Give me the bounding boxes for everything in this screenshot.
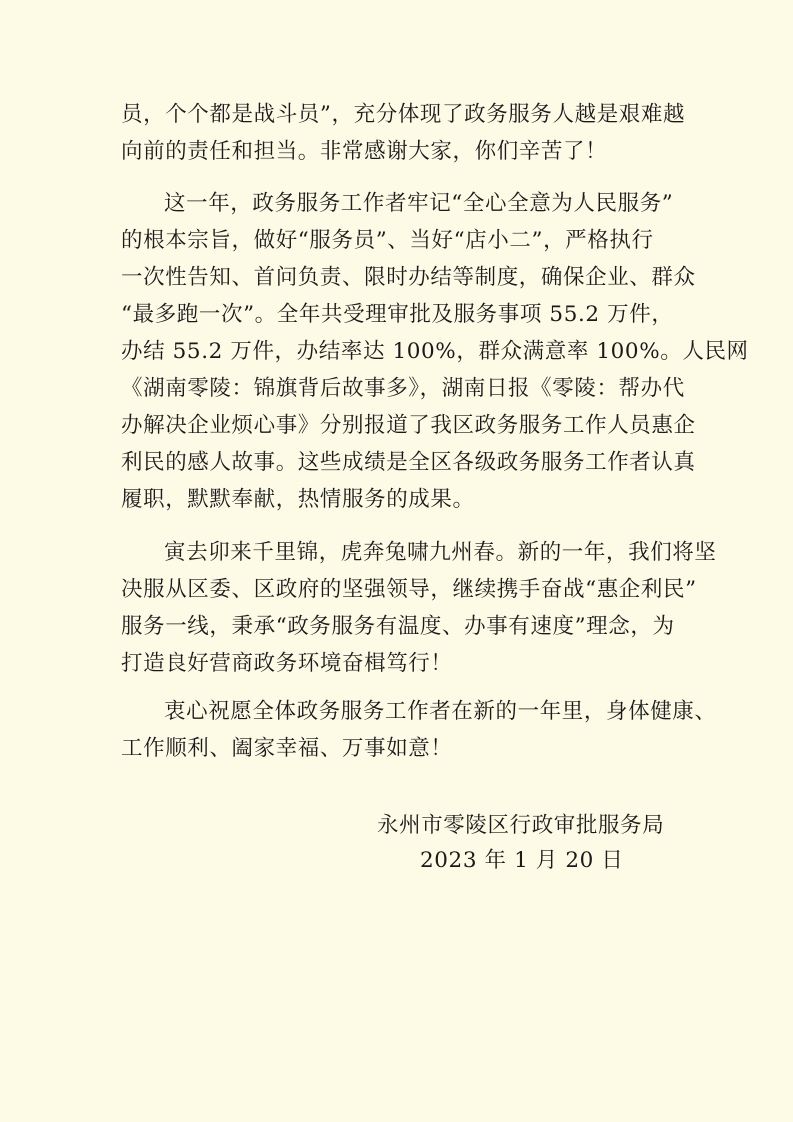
text-line: 这一年，政务服务工作者牢记“全心全意为人民服务” [164,191,674,216]
text-line: 《湖南零陵：锦旗背后故事多》，湖南日报《零陵：帮办代 [121,376,685,401]
paragraph-achievements [121,185,749,518]
text-line: 衷心祝愿全体政务服务工作者在新的一年里，身体健康、 [164,699,717,724]
text-line: 寅去卯来千里锦，虎奔兔啸九州春。新的一年，我们将坚 [164,540,717,565]
signature-organization: 永州市零陵区行政审批服务局 [377,813,665,838]
text-line: 向前的责任和担当。非常感谢大家，你们辛苦了！ [121,139,608,164]
text-line: “最多跑一次”。全年共受理审批及服务事项 55.2 万件， [121,302,674,327]
text-line: 打造良好营商政务环境奋楫笃行！ [121,651,453,676]
text-line: 服务一线，秉承“政务服务有温度、办事有速度”理念，为 [121,614,675,639]
text-line: 决服从区委、区政府的坚强领导，继续携手奋战“惠企利民” [121,577,697,602]
text-line: 员，个个都是战斗员”，充分体现了政务服务人越是艰难越 [121,102,686,127]
paragraph-new-year [121,534,717,682]
signature-date: 2023 年 1 月 20 日 [420,848,624,873]
text-line: 工作顺利、阖家幸福、万事如意！ [121,736,453,761]
text-line: 一次性告知、首问负责、限时办结等制度，确保企业、群众 [121,265,696,290]
paragraph-wishes [121,693,717,767]
text-line: 的根本宗旨，做好“服务员”、当好“店小二”，严格执行 [121,228,654,253]
text-line: 履职，默默奉献，热情服务的成果。 [121,487,475,512]
text-line: 办解决企业烦心事》分别报道了我区政务服务工作人员惠企 [121,413,696,438]
paragraph-continuation [121,96,686,170]
text-line: 办结 55.2 万件，办结率达 100%，群众满意率 100%。人民网 [121,339,749,364]
text-line: 利民的感人故事。这些成绩是全区各级政务服务工作者认真 [121,450,696,475]
